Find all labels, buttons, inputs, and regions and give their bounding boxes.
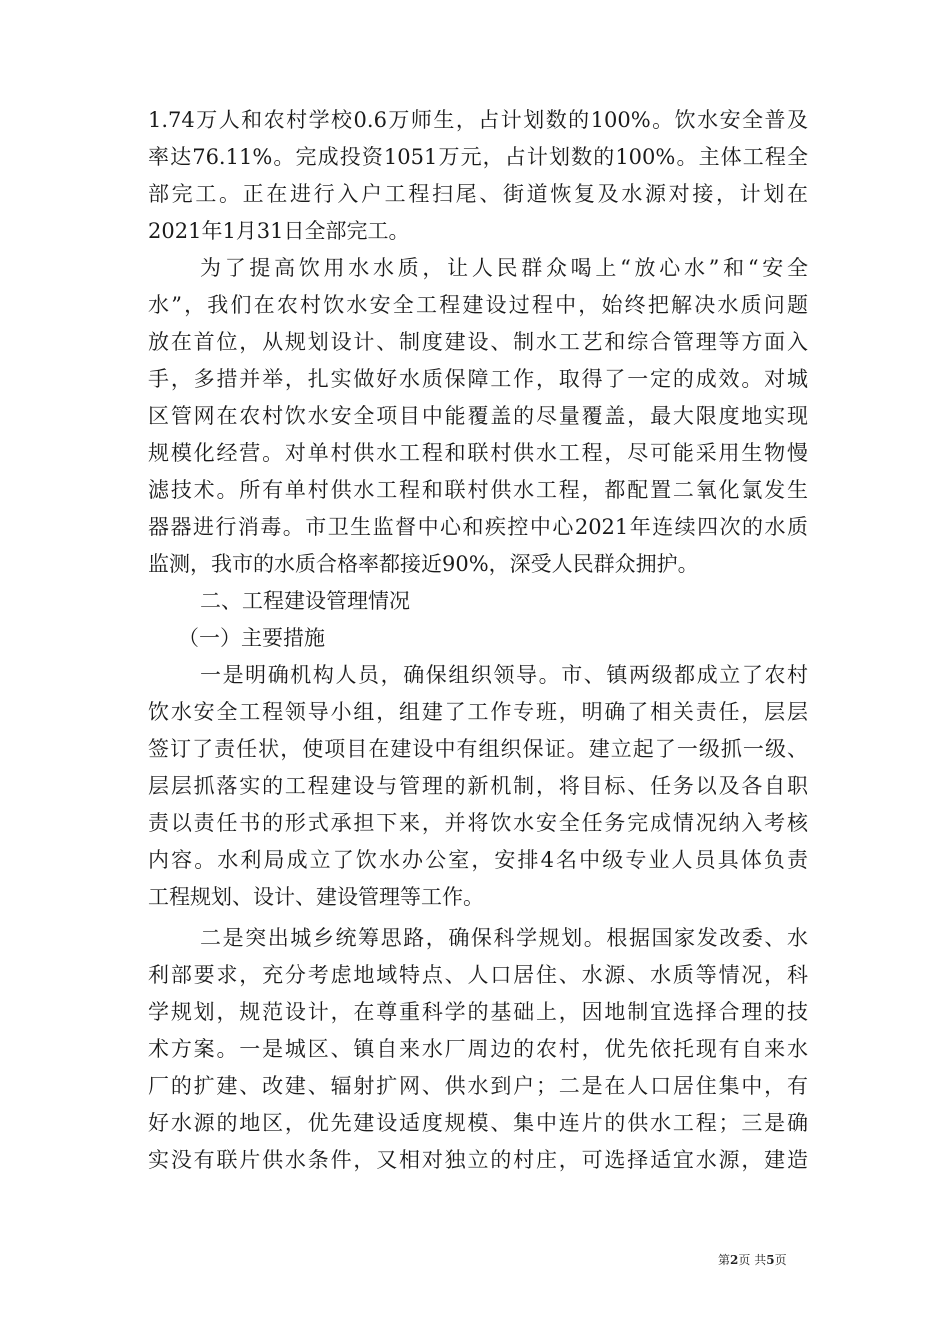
text-line: 监测，我市的水质合格率都接近90%，深受人民群众拥护。 xyxy=(148,552,699,576)
total-pages-number: 5 xyxy=(766,1253,775,1267)
text-line: 2021年1月31日全部完工。 xyxy=(148,219,410,243)
footer-prefix: 第 xyxy=(718,1253,731,1267)
text-line: 规模化经营。对单村供水工程和联村供水工程，尽可能采用生物慢 xyxy=(148,441,808,465)
text-line: 区管网在农村饮水安全项目中能覆盖的尽量覆盖，最大限度地实现 xyxy=(148,404,808,428)
subsection-heading: （一）主要措施 xyxy=(178,626,325,650)
text-line: 二是突出城乡统筹思路，确保科学规划。根据国家发改委、水 xyxy=(200,926,808,950)
text-line: 水”，我们在农村饮水安全工程建设过程中，始终把解决水质问题 xyxy=(148,293,808,317)
text-line: 滤技术。所有单村供水工程和联村供水工程，都配置二氧化氯发生 xyxy=(148,478,808,502)
text-line: 1.74万人和农村学校0.6万师生，占计划数的100%。饮水安全普及 xyxy=(148,108,808,132)
text-line: 术方案。一是城区、镇自来水厂周边的农村，优先依托现有自来水 xyxy=(148,1037,808,1061)
text-line: 器器进行消毒。市卫生监督中心和疾控中心2021年连续四次的水质 xyxy=(148,515,808,539)
footer-middle: 页 共 xyxy=(738,1253,767,1267)
text-line: 饮水安全工程领导小组，组建了工作专班，明确了相关责任，层层 xyxy=(148,700,808,724)
text-line: 厂的扩建、改建、辐射扩网、供水到户；二是在人口居住集中，有 xyxy=(148,1074,808,1098)
text-line: 责以责任书的形式承担下来，并将饮水安全任务完成情况纳入考核 xyxy=(148,811,808,835)
current-page-number: 2 xyxy=(730,1253,739,1267)
text-line: 实没有联片供水条件，又相对独立的村庄，可选择适宜水源，建造 xyxy=(148,1148,808,1172)
section-heading: 二、工程建设管理情况 xyxy=(200,589,410,613)
text-line: 手，多措并举，扎实做好水质保障工作，取得了一定的成效。对城 xyxy=(148,367,808,391)
text-line: 层层抓落实的工程建设与管理的新机制，将目标、任务以及各自职 xyxy=(148,774,808,798)
document-page xyxy=(148,102,808,1179)
text-line: 学规划，规范设计，在尊重科学的基础上，因地制宜选择合理的技 xyxy=(148,1000,808,1024)
page-footer xyxy=(718,1252,787,1268)
text-line: 内容。水利局成立了饮水办公室，安排4名中级专业人员具体负责 xyxy=(148,848,808,872)
footer-suffix: 页 xyxy=(774,1253,787,1267)
text-line: 放在首位，从规划设计、制度建设、制水工艺和综合管理等方面入 xyxy=(148,330,808,354)
text-line: 为了提高饮用水水质，让人民群众喝上“放心水”和“安全 xyxy=(200,256,808,280)
text-line: 工程规划、设计、建设管理等工作。 xyxy=(148,885,484,909)
text-line: 部完工。正在进行入户工程扫尾、街道恢复及水源对接，计划在 xyxy=(148,182,808,206)
text-line: 好水源的地区，优先建设适度规模、集中连片的供水工程；三是确 xyxy=(148,1111,808,1135)
text-line: 一是明确机构人员，确保组织领导。市、镇两级都成立了农村 xyxy=(200,663,808,687)
text-line: 利部要求，充分考虑地域特点、人口居住、水源、水质等情况，科 xyxy=(148,963,808,987)
text-line: 签订了责任状，使项目在建设中有组织保证。建立起了一级抓一级、 xyxy=(148,737,808,761)
text-line: 率达76.11%。完成投资1051万元，占计划数的100%。主体工程全 xyxy=(148,145,808,169)
